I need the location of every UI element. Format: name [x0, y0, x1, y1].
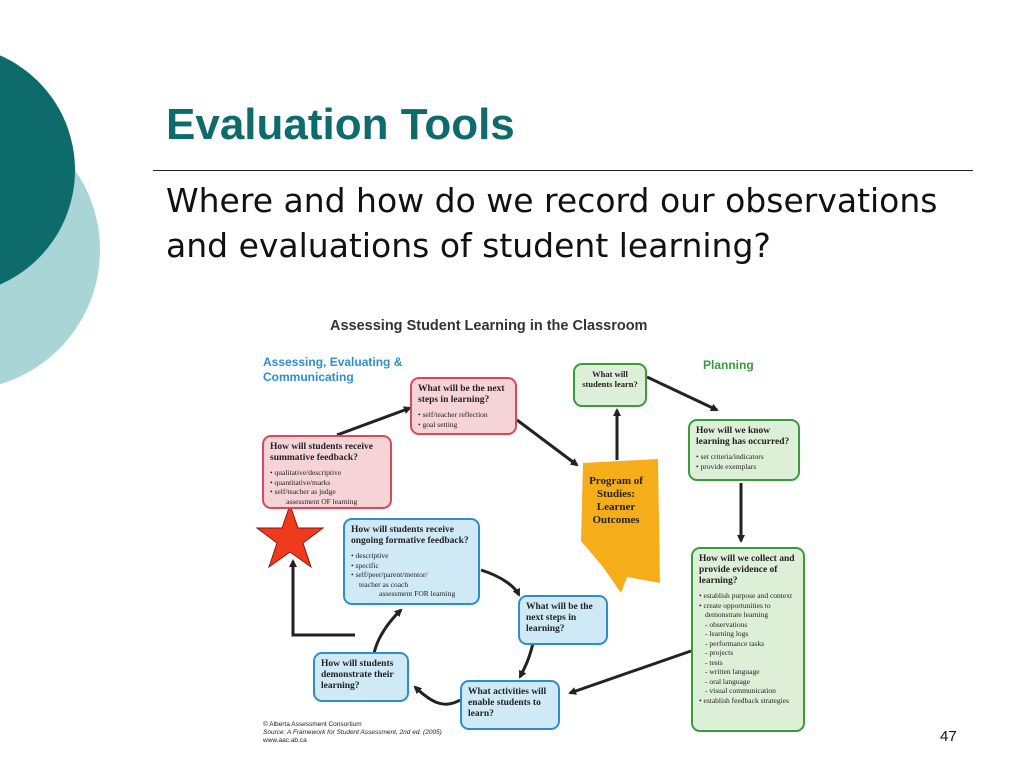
arrow-icon — [647, 377, 717, 410]
box-next-steps-blue — [518, 595, 608, 645]
list-subitem: - learning logs — [699, 629, 797, 639]
box-question: What will be the next steps in learning? — [418, 384, 505, 405]
list-subitem: - performance tasks — [699, 639, 797, 649]
section-label-assessing: Assessing, Evaluating & Communicating — [263, 355, 403, 384]
box-question: How will students demonstrate their learning? — [321, 659, 394, 691]
list-item: • self/teacher reflection — [418, 410, 509, 420]
list-item-continued: demonstrate learning — [705, 610, 769, 619]
list-item: • descriptive — [351, 551, 472, 561]
arrow-icon — [481, 570, 519, 595]
credit-url: www.aac.ab.ca — [263, 737, 307, 744]
slide-title: Evaluation Tools — [166, 100, 515, 149]
diagram-credit — [263, 721, 442, 745]
box-question: What will students learn? — [582, 369, 638, 389]
list-item: • establish purpose and context — [699, 591, 797, 601]
box-next-steps-top — [410, 377, 517, 435]
list-subitem: - tests — [699, 658, 797, 668]
box-what-will-students-learn — [573, 363, 647, 407]
page-number: 47 — [940, 728, 957, 745]
credit-source: Source: A Framework for Student Assessment, 2nd ed. (2005) — [263, 729, 442, 736]
box-activities — [460, 680, 560, 730]
list-item: • create opportunities to — [699, 601, 797, 611]
list-note: assessment FOR learning — [379, 589, 456, 598]
list-item: • self/teacher as judge — [270, 487, 384, 497]
box-question: What will be the next steps in learning? — [526, 602, 593, 634]
list-item: • specific — [351, 561, 472, 571]
arrow-icon — [517, 420, 577, 465]
list-subitem: - projects — [699, 648, 797, 658]
list-item: • self/peer/parent/mentor/ — [351, 570, 472, 580]
box-question: How will students receive summative feedback? — [270, 442, 373, 463]
box-formative-feedback — [343, 518, 480, 605]
box-question: How will students receive ongoing formative feedback? — [351, 525, 469, 546]
list-item: • set criteria/indicators — [696, 452, 792, 462]
arrow-icon — [337, 408, 410, 435]
list-item: • quantitative/marks — [270, 478, 384, 488]
box-question: What activities will enable students to learn? — [468, 687, 547, 719]
arrow-icon — [570, 651, 691, 693]
list-item: • establish feedback strategies — [699, 696, 797, 706]
list-subitem: teacher as coach — [359, 579, 409, 589]
arrow-icon — [520, 643, 533, 677]
box-summative-feedback — [262, 435, 392, 509]
box-collect-evidence — [691, 547, 805, 732]
box-question: How will we know learning has occurred? — [696, 426, 790, 447]
diagram-title: Assessing Student Learning in the Classroom — [330, 318, 648, 334]
section-label-planning: Planning — [703, 358, 754, 372]
list-item: • qualitative/descriptive — [270, 468, 384, 478]
slide-question: Where and how do we record our observations and evaluations of student learning? — [166, 181, 938, 265]
list-subitem: - visual communication — [699, 686, 797, 696]
arrow-icon — [415, 687, 460, 704]
list-subitem: - written language — [699, 667, 797, 677]
box-know-learning — [688, 419, 800, 481]
program-of-studies-label: Program of Studies: Learner Outcomes — [589, 475, 643, 526]
list-item: • goal setting — [418, 420, 509, 430]
list-note: assessment OF learning — [286, 496, 358, 506]
credit-line: © Alberta Assessment Consortium — [263, 721, 362, 728]
box-question: How will we collect and provide evidence of learning? — [699, 554, 795, 586]
list-subitem: - oral language — [699, 677, 797, 687]
list-item: • provide exemplars — [696, 462, 792, 472]
star-icon — [257, 505, 323, 567]
list-subitem: - observations — [699, 620, 797, 630]
decorative-circles — [0, 0, 120, 420]
title-divider — [153, 170, 973, 171]
assessment-diagram — [255, 315, 815, 755]
box-demonstrate-learning — [313, 652, 409, 702]
